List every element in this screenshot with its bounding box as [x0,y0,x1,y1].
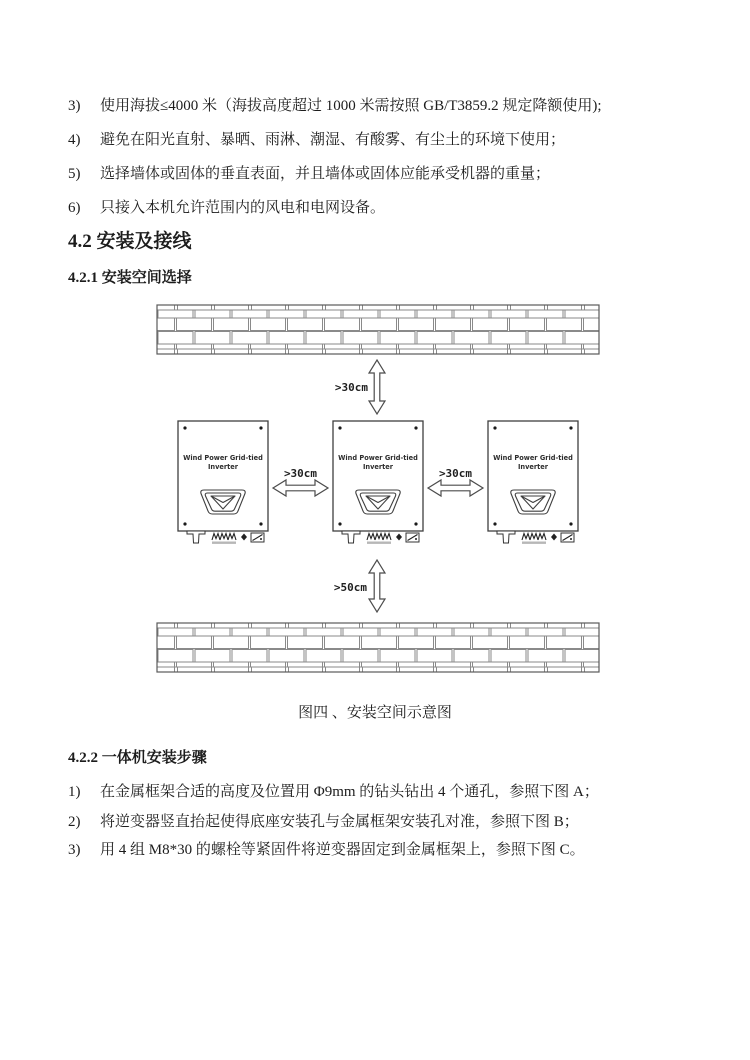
device-label-line2: Inverter [207,463,239,471]
inverter-box [488,421,578,544]
list-item-number: 2) [68,814,81,830]
clearance-label-bottom: >50cm [333,581,367,594]
terminal-connectors [187,531,264,544]
installation-space-diagram [0,300,750,680]
list-item-number: 1) [68,784,81,800]
clearance-arrow-top [335,360,385,414]
list-item [68,198,385,218]
device-label-line2: Inverter [362,463,394,471]
device-label-line1: Wind Power Grid-tied [493,454,573,462]
device-label-line2: Inverter [517,463,549,471]
list-item-text: 将逆变器竖直抬起使得底座安装孔与金属框架安装孔对准，参照下图 B； [100,814,579,830]
clearance-arrow-bottom [334,560,385,612]
terminal-connectors [342,531,419,544]
list-item-text: 用 4 组 M8*30 的螺栓等紧固件将逆变器固定到金属框架上，参照下图 C。 [100,842,585,858]
section-heading: 4.2 安装及接线 [68,231,192,252]
list-item [68,812,579,832]
list-item [68,96,602,116]
list-item-number: 4) [68,132,81,148]
brick-wall-bottom [157,623,599,672]
list-item [68,130,565,150]
list-item-text: 选择墙体或固体的垂直表面，并且墙体或固体应能承受机器的重量； [100,166,551,182]
list-item-number: 5) [68,166,81,182]
inverter-box [178,421,268,544]
figure-caption: 图四 、安装空间示意图 [298,705,452,721]
list-item-number: 6) [68,200,81,216]
list-item-number: 3) [68,842,81,858]
clearance-label-right: >30cm [438,467,473,480]
list-item [68,164,550,184]
terminal-connectors [497,531,574,544]
clearance-label-top: >30cm [334,381,368,394]
device-label-line1: Wind Power Grid-tied [183,454,263,462]
list-item-number: 3) [68,98,81,114]
device-label-line1: Wind Power Grid-tied [338,454,418,462]
list-item [68,840,585,860]
clearance-arrow-right [428,467,483,496]
list-item-text: 避免在阳光直射、暴晒、雨淋、潮湿、有酸雾、有尘土的环境下使用； [100,132,566,148]
list-item-text: 使用海拔≤4000 米（海拔高度超过 1000 米需按照 GB/T3859.2 规定降额使用); [100,98,602,114]
list-item-text: 在金属框架合适的高度及位置用 Φ9mm 的钻头钻出 4 个通孔，参照下图 A； [100,784,599,800]
list-item [68,782,599,802]
clearance-label-left: >30cm [283,467,318,480]
brick-wall-top [157,305,599,354]
list-item-text: 只接入本机允许范围内的风电和电网设备。 [100,200,386,216]
clearance-arrow-left [273,467,328,496]
inverter-box [333,421,423,544]
subsection-heading-space: 4.2.1 安装空间选择 [68,270,192,286]
subsection-heading-steps: 4.2.2 一体机安装步骤 [68,750,207,766]
